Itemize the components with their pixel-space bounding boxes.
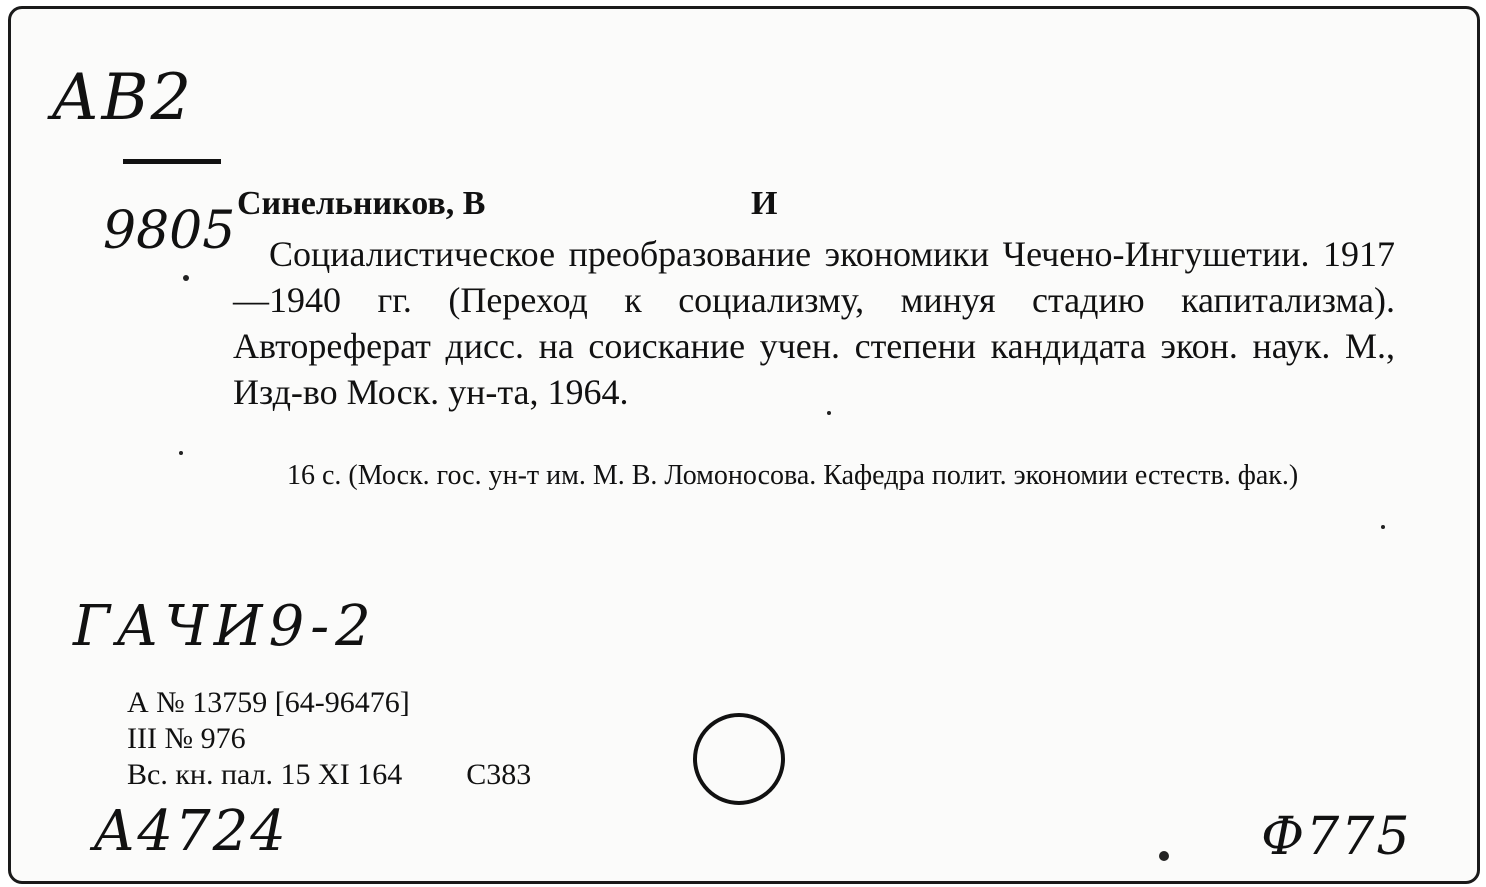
bibliographic-description: Социалистическое преобразование экономики Чечено-Ингушетии. 1917—1940 гг. (Переход к социализму, минуя стадию капитализма). Автореферат дисс. на соискание учен. степени кандидата экон. наук. М., Изд-во Моск. ун-та, 1964.	[233, 234, 1395, 412]
author-heading	[237, 185, 778, 223]
chamber-line	[127, 757, 531, 793]
archive-mark: ГАЧИ9-2	[73, 594, 377, 659]
shelf-mark-underline	[123, 159, 221, 164]
accession-block	[127, 685, 531, 793]
call-number: 9805	[103, 201, 236, 261]
chamber-date: Вс. кн. пал. 15 XI 164	[127, 758, 403, 791]
series-line: III № 976	[127, 722, 246, 755]
inventory-mark: А4724	[93, 799, 288, 864]
accession-line: А № 13759 [64-96476]	[127, 686, 410, 719]
shelf-mark: АВ2	[51, 61, 194, 135]
collation-note: 16 с. (Моск. гос. ун-т им. М. В. Ломоносова. Кафедра полит. экономии естеств. фак.)	[287, 460, 1299, 491]
speck	[183, 275, 189, 281]
author-surname: Синельников, В	[237, 185, 486, 222]
author-initial: И	[751, 185, 778, 222]
speck	[1159, 851, 1169, 861]
speck	[179, 451, 183, 455]
speck	[1381, 525, 1385, 529]
classification-code: С383	[466, 758, 532, 791]
speck	[827, 411, 831, 415]
punch-hole-circle	[693, 713, 785, 805]
catalog-card	[8, 6, 1480, 884]
corner-mark: Ф775	[1261, 807, 1412, 867]
